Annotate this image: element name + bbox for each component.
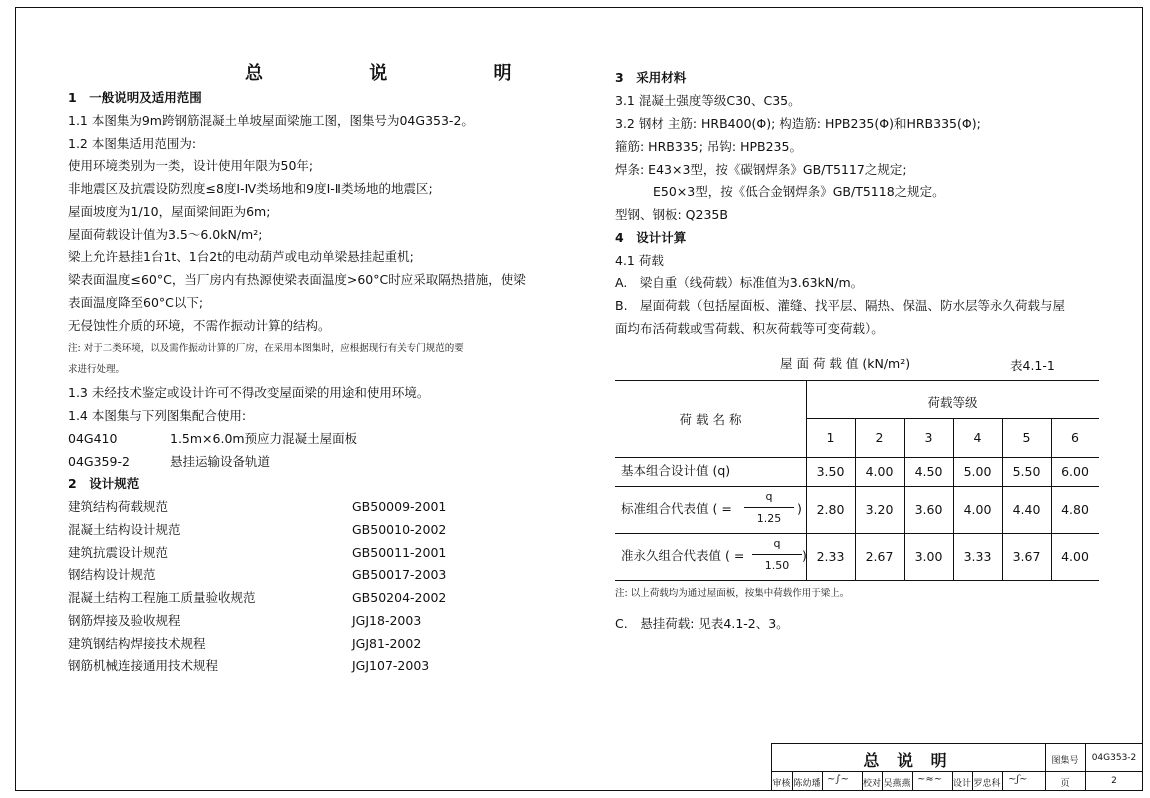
table-value: 4.00 (1061, 549, 1089, 564)
section-4-1: 4.1 荷载 (615, 253, 664, 268)
reviewer-name: 陈幼璠 (793, 779, 821, 789)
checker-signature: ~≈~ (917, 774, 943, 785)
scope-line: 屋面荷载设计值为3.5～6.0kN/m²; (68, 227, 263, 242)
table-value: 2.33 (816, 549, 845, 564)
material-line: 焊条: E43×3型，按《碳钢焊条》GB/T5117之规定; (615, 162, 907, 177)
row-label: 基本组合设计值 (q) (621, 463, 731, 478)
scope-line: 使用环境类别为一类，设计使用年限为50年; (68, 158, 314, 173)
review-label: 审核 (772, 779, 791, 789)
section-3-1: 3.1 混凝土强度等级C30、C35。 (615, 93, 801, 108)
code-number: GB50011-2001 (352, 545, 447, 560)
atlas-number: 04G353-2 (1091, 753, 1137, 763)
code-name: 钢结构设计规范 (68, 567, 156, 582)
table-value: 3.33 (963, 549, 992, 564)
section-1-4: 1.4 本图集与下列图集配合使用: (68, 408, 247, 423)
code-number: GB50204-2002 (352, 590, 447, 605)
table-title: 屋 面 荷 载 值 (kN/m²) (780, 356, 911, 371)
code-name: 建筑抗震设计规范 (68, 545, 169, 560)
grade-cell: 3 (924, 430, 933, 445)
atlas-name: 悬挂运输设备轨道 (170, 454, 271, 469)
scope-line: 表面温度降至60°C以下; (68, 295, 204, 310)
close-paren: ) (797, 501, 802, 516)
fraction-denominator: 1.25 (756, 512, 782, 525)
code-number: GB50017-2003 (352, 567, 447, 582)
table-header-grade: 荷载等级 (927, 395, 978, 410)
fraction-bar (752, 554, 802, 555)
table-header-name: 荷 载 名 称 (679, 412, 742, 427)
fraction-numerator: q (773, 537, 781, 550)
table-value: 4.80 (1061, 502, 1089, 517)
code-name: 混凝土结构工程施工质量验收规范 (68, 590, 256, 605)
scope-line: 屋面坡度为1/10，屋面梁间距为6m; (68, 204, 271, 219)
design-label: 设计 (952, 779, 971, 789)
table-value: 5.00 (963, 464, 992, 479)
atlas-label: 图集号 (1051, 756, 1079, 766)
section-3-heading: 3 采用材料 (615, 70, 687, 85)
code-name: 混凝土结构设计规范 (68, 522, 181, 537)
title-block-name: 总 说 明 (863, 751, 953, 770)
section-2-heading: 2 设计规范 (68, 476, 140, 491)
table-number: 表4.1-1 (1010, 358, 1055, 373)
material-line: E50×3型，按《低合金钢焊条》GB/T5118之规定。 (653, 184, 945, 199)
code-number: GB50010-2002 (352, 522, 447, 537)
code-name: 建筑钢结构焊接技术规程 (68, 636, 206, 651)
grade-cell: 1 (826, 430, 835, 445)
table-value: 3.00 (914, 549, 943, 564)
designer-signature: ~ʃ~ (1008, 774, 1028, 785)
fraction-bar (744, 507, 794, 508)
scope-line: 梁上允许悬挂1台1t、1台2t的电动葫芦或电动单梁悬挂起重机; (68, 249, 414, 264)
table-value: 3.20 (865, 502, 894, 517)
scope-line: 梁表面温度≤60°C，当厂房内有热源使梁表面温度>60°C时应采取隔热措施，使梁 (68, 272, 526, 287)
fraction-denominator: 1.50 (764, 559, 790, 572)
check-label: 校对 (862, 779, 881, 789)
table-value: 3.60 (914, 502, 943, 517)
grade-cell: 6 (1071, 430, 1079, 445)
table-value: 3.50 (816, 464, 845, 479)
code-number: JGJ107-2003 (352, 658, 430, 673)
table-value: 4.40 (1012, 502, 1041, 517)
table-value: 4.00 (963, 502, 992, 517)
row-label: 标准组合代表值 ( = (621, 501, 732, 516)
atlas-code: 04G410 (68, 431, 118, 446)
scope-line: 无侵蚀性介质的环境，不需作振动计算的结构。 (68, 318, 331, 333)
table-value: 4.50 (914, 464, 943, 479)
load-item-c: C. 悬挂荷载: 见表4.1-2、3。 (615, 616, 789, 631)
table-value: 3.67 (1012, 549, 1041, 564)
table-note: 注: 以上荷载均为通过屋面板，按集中荷载作用于梁上。 (615, 588, 850, 599)
section-4-heading: 4 设计计算 (615, 230, 687, 245)
load-item-a: A. 梁自重（线荷载）标准值为3.63kN/m。 (615, 275, 864, 290)
code-name: 钢筋焊接及验收规程 (68, 613, 181, 628)
grade-cell: 4 (973, 430, 982, 445)
note-line: 求进行处理。 (68, 364, 126, 375)
section-3-2: 3.2 钢材 主筋: HRB400(Φ); 构造筋: HPB235(Φ)和HRB335(Φ); (615, 116, 981, 131)
code-number: JGJ18-2003 (352, 613, 422, 628)
page-title: 总 说 明 (245, 63, 562, 84)
page-number: 2 (1111, 776, 1117, 786)
scope-line: 非地震区及抗震设防烈度≤8度Ⅰ-Ⅳ类场地和9度Ⅰ-Ⅱ类场地的地震区; (68, 181, 433, 196)
table-value: 2.80 (816, 502, 845, 517)
material-line: 箍筋: HRB335; 吊钩: HPB235。 (615, 139, 802, 154)
load-item-b: B. 屋面荷载（包括屋面板、灌缝、找平层、隔热、保温、防水层等永久荷载与屋 (615, 298, 1066, 313)
page-label: 页 (1060, 779, 1070, 789)
atlas-code: 04G359-2 (68, 454, 130, 469)
note-line: 注: 对于二类环境，以及需作振动计算的厂房，在采用本图集时，应根据现行有关专门规范的要 (68, 343, 464, 354)
section-1-heading: 1 一般说明及适用范围 (68, 90, 202, 105)
designer-name: 罗忠科 (973, 779, 1001, 789)
code-number: JGJ81-2002 (352, 636, 422, 651)
table-value: 4.00 (865, 464, 894, 479)
close-paren: ) (802, 548, 807, 563)
fraction-numerator: q (765, 490, 773, 503)
section-1-1: 1.1 本图集为9m跨钢筋混凝土单坡屋面梁施工图，图集号为04G353-2。 (68, 113, 474, 128)
grade-cell: 2 (875, 430, 884, 445)
table-value: 5.50 (1012, 464, 1041, 479)
reviewer-signature: ~∫~ (827, 774, 849, 785)
atlas-name: 1.5m×6.0m预应力混凝土屋面板 (170, 431, 358, 446)
load-item-b-cont: 面均布活荷载或雪荷载、积灰荷载等可变荷载）。 (615, 321, 884, 336)
table-value: 6.00 (1061, 464, 1089, 479)
checker-name: 吴燕燕 (883, 779, 911, 789)
code-name: 钢筋机械连接通用技术规程 (68, 658, 219, 673)
material-line: 型钢、钢板: Q235B (615, 207, 728, 222)
section-1-3: 1.3 未经技术鉴定或设计许可不得改变屋面梁的用途和使用环境。 (68, 385, 430, 400)
row-label: 准永久组合代表值 ( = (621, 548, 745, 563)
code-number: GB50009-2001 (352, 499, 447, 514)
section-1-2: 1.2 本图集适用范围为: (68, 136, 197, 151)
grade-cell: 5 (1022, 430, 1031, 445)
table-value: 2.67 (865, 549, 894, 564)
code-name: 建筑结构荷载规范 (68, 499, 169, 514)
